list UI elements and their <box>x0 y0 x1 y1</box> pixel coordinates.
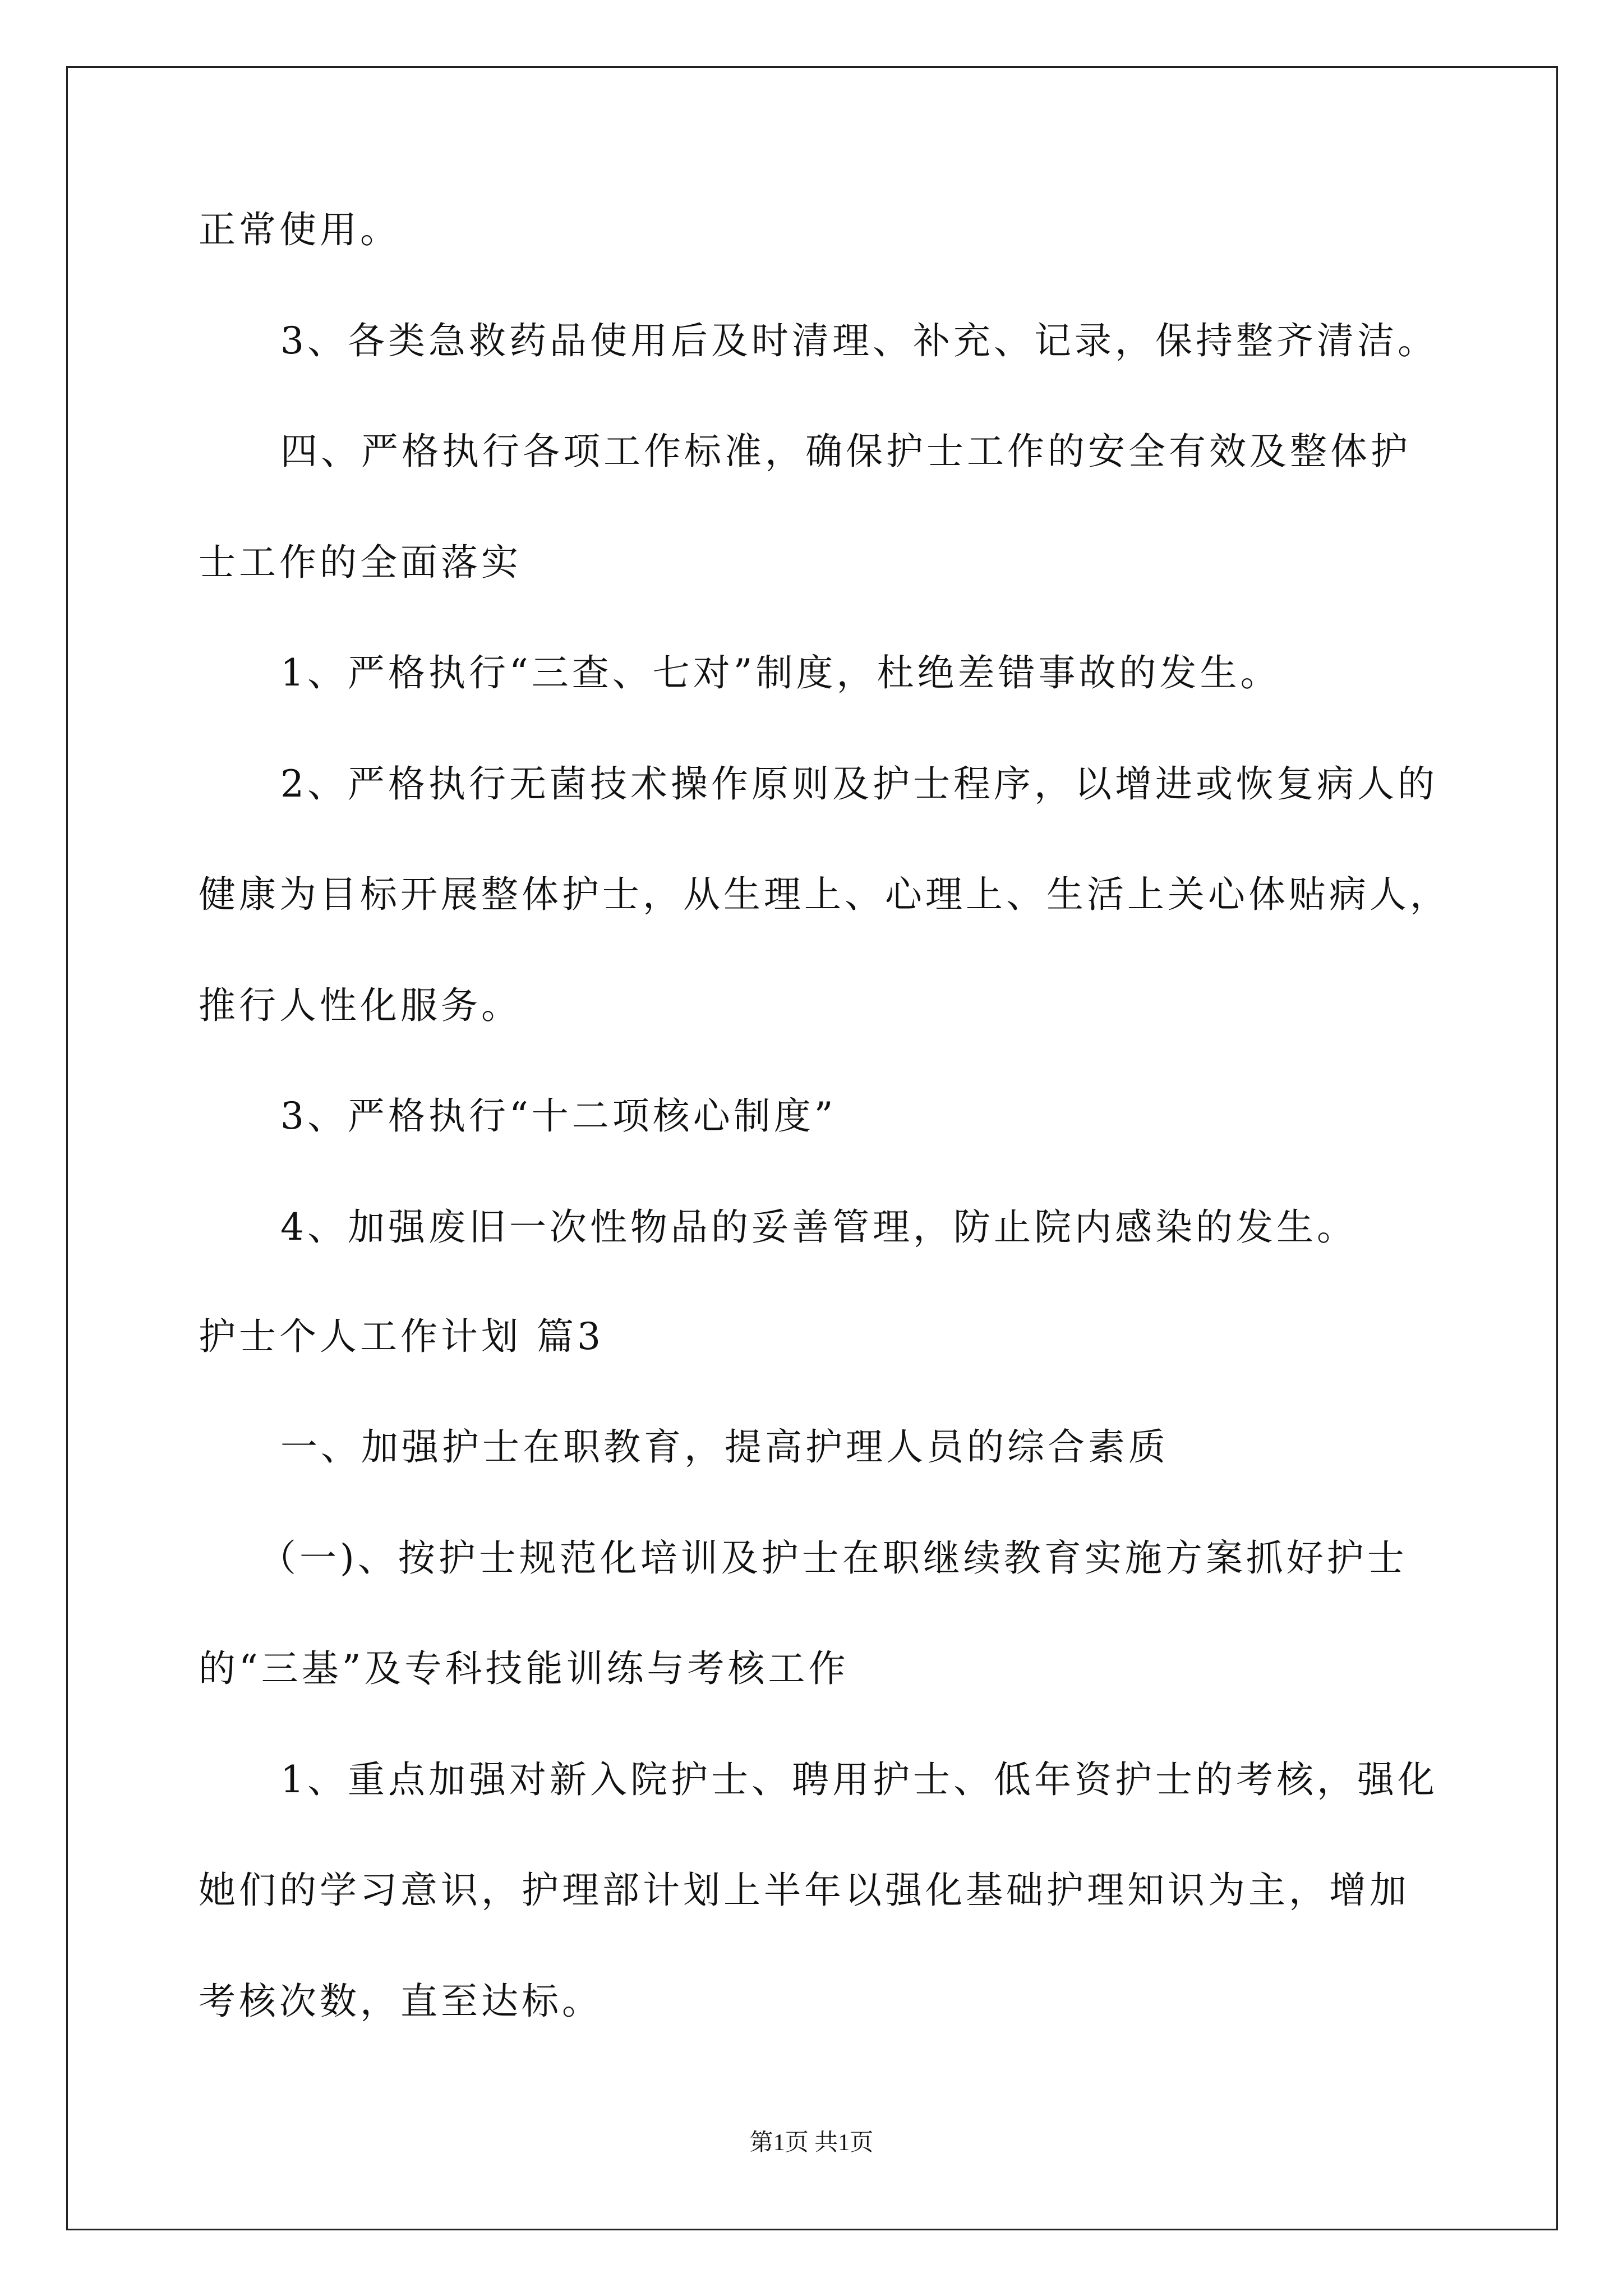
text-line: 她们的学习意识，护理部计划上半年以强化基础护理知识为主，增加 <box>199 1869 1410 1912</box>
subsection-heading: （一)、按护士规范化培训及护士在职继续教育实施方案抓好护士 <box>259 1536 1408 1580</box>
text-line: 4、加强废旧一次性物品的妥善管理，防止院内感染的发生。 <box>280 1205 1357 1249</box>
page-footer: 第1页 共1页 <box>749 2130 874 2156</box>
section-heading: 一、加强护士在职教育，提高护理人员的综合素质 <box>280 1425 1169 1469</box>
text-line: 健康为目标开展整体护士，从生理上、心理上、生活上关心体贴病人， <box>199 873 1450 916</box>
subsection-heading-continued: 的“三基”及专科技能训练与考核工作 <box>199 1647 849 1690</box>
text-line: 2、严格执行无菌技术操作原则及护士程序，以增进或恢复病人的 <box>280 762 1438 806</box>
text-line: 1、重点加强对新入院护士、聘用护士、低年资护士的考核，强化 <box>280 1758 1438 1801</box>
text-line: 3、严格执行“十二项核心制度” <box>280 1094 837 1138</box>
section-heading-continued: 士工作的全面落实 <box>199 541 522 584</box>
text-line: 考核次数，直至达标。 <box>199 1980 602 2023</box>
text-line: 推行人性化服务。 <box>199 984 522 1027</box>
text-line: 正常使用。 <box>199 208 400 251</box>
text-line: 3、各类急救药品使用后及时清理、补充、记录，保持整齐清洁。 <box>280 319 1438 362</box>
section-heading: 四、严格执行各项工作标准，确保护士工作的安全有效及整体护 <box>280 430 1411 473</box>
text-line: 1、严格执行“三查、七对”制度，杜绝差错事故的发生。 <box>280 651 1281 694</box>
article-title: 护士个人工作计划 篇3 <box>199 1315 604 1358</box>
